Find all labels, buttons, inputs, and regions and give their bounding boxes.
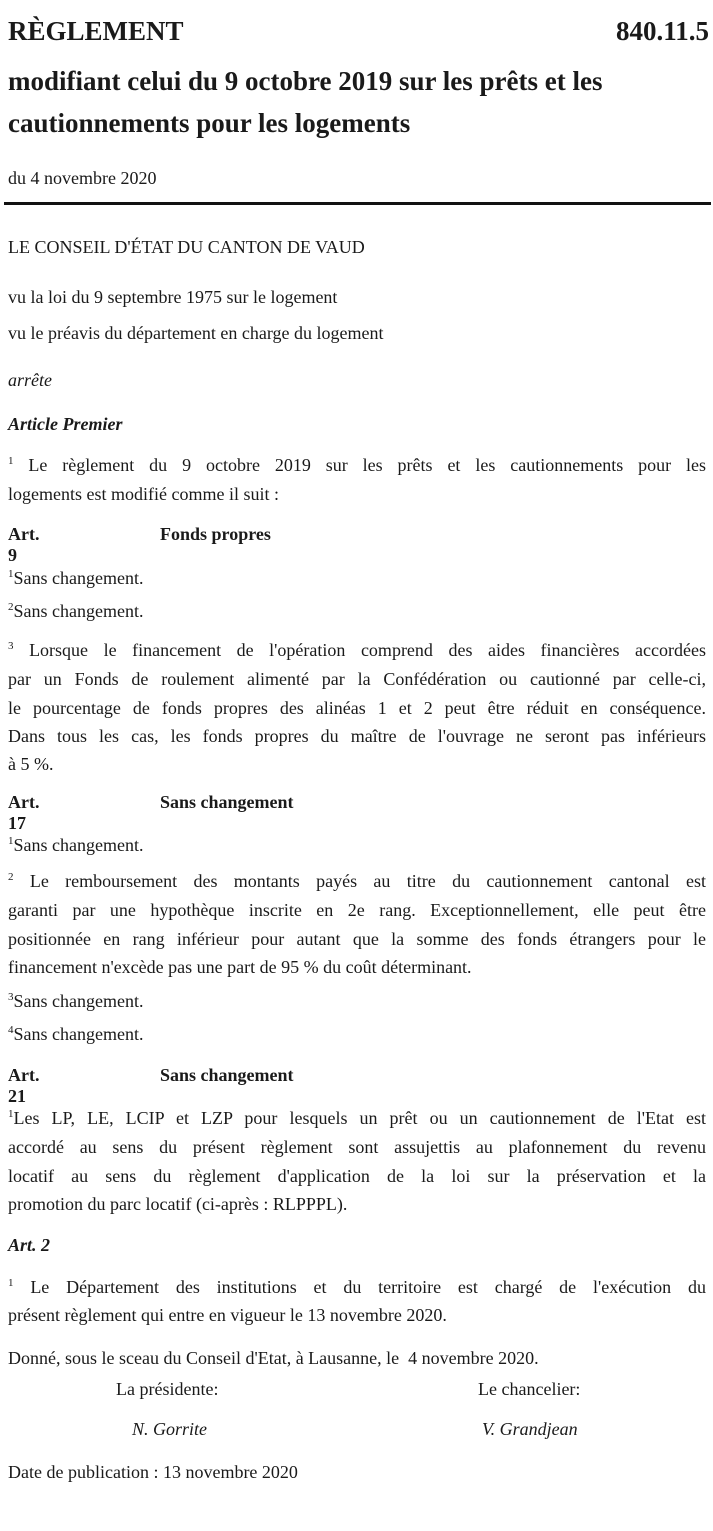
art-9-alinea-3-line-1 bbox=[8, 636, 706, 666]
art-9-title: Fonds propres bbox=[160, 524, 271, 544]
art-17-title: Sans changement bbox=[160, 792, 294, 812]
art-9-alinea-3-line-4: Dans tous les cas, les fonds propres du maître de l'ouvrage ne seront pas inférieurs bbox=[8, 726, 706, 746]
document-date: du 4 novembre 2020 bbox=[8, 168, 157, 188]
art-21-number: Art. 21 bbox=[8, 1065, 40, 1106]
alinea-text: Sans changement. bbox=[13, 1024, 144, 1044]
alinea-number: 3 bbox=[8, 640, 14, 652]
alinea-number: 1 bbox=[8, 455, 14, 467]
art-21-alinea-1-line-4: promotion du parc locatif (ci-après : RLPPPL). bbox=[8, 1194, 348, 1214]
document-header bbox=[8, 10, 709, 50]
alinea-number: 2 bbox=[8, 871, 14, 883]
alinea-text: Sans changement. bbox=[13, 835, 144, 855]
art-9-alinea-3-line-5: à 5 %. bbox=[8, 754, 54, 774]
article-premier-alinea-1-line-1 bbox=[8, 451, 706, 481]
header-divider bbox=[4, 202, 711, 205]
art-17-alinea-2-line-3: positionnée en rang inférieur pour autant que la somme des fonds étrangers pour le bbox=[8, 929, 706, 949]
alinea-text: Le Département des institutions et du territoire est chargé de l'exécution du bbox=[30, 1277, 706, 1297]
art-17-alinea-2-line-4: financement n'excède pas une part de 95 % du coût déterminant. bbox=[8, 957, 472, 977]
alinea-number: 1 bbox=[8, 835, 14, 847]
art-17-alinea-2-line-1 bbox=[8, 867, 706, 897]
art-17-alinea-4 bbox=[8, 1020, 706, 1050]
alinea-text: Les LP, LE, LCIP et LZP pour lesquels un prêt ou un cautionnement de l'Etat est bbox=[13, 1108, 706, 1128]
alinea-number: 1 bbox=[8, 568, 14, 580]
alinea-text: Sans changement. bbox=[13, 568, 144, 588]
article-premier-alinea-1-line-2: logements est modifié comme il suit : bbox=[8, 484, 279, 504]
art-2-alinea-1-line-1 bbox=[8, 1273, 706, 1303]
art-9-number: Art. 9 bbox=[8, 524, 40, 565]
president-signature: N. Gorrite bbox=[132, 1419, 208, 1439]
art-9-alinea-1 bbox=[8, 564, 706, 594]
art-21-title: Sans changement bbox=[160, 1065, 294, 1085]
authority: LE CONSEIL D'ÉTAT DU CANTON DE VAUD bbox=[8, 237, 365, 257]
donne-statement: Donné, sous le sceau du Conseil d'Etat, à Lausanne, le 4 novembre 2020. bbox=[8, 1348, 539, 1368]
art-2-heading: Art. 2 bbox=[8, 1235, 51, 1255]
alinea-number: 1 bbox=[8, 1108, 14, 1120]
document-title: modifiant celui du 9 octobre 2019 sur les prêts et les cautionnements pour les logements bbox=[8, 66, 603, 138]
alinea-text: Le règlement du 9 octobre 2019 sur les prêts et les cautionnements pour les bbox=[28, 455, 706, 475]
document-type: RÈGLEMENT bbox=[8, 16, 184, 46]
alinea-number: 1 bbox=[8, 1277, 14, 1289]
art-17-alinea-1 bbox=[8, 831, 706, 861]
chancellor-label: Le chancelier: bbox=[478, 1379, 581, 1399]
publication-date: Date de publication : 13 novembre 2020 bbox=[8, 1462, 298, 1482]
vu-loi: vu la loi du 9 septembre 1975 sur le logement bbox=[8, 287, 338, 307]
alinea-text: Le remboursement des montants payés au titre du cautionnement cantonal est bbox=[29, 871, 707, 891]
vu-preavis: vu le préavis du département en charge du logement bbox=[8, 323, 384, 343]
art-9-alinea-3-line-3: le pourcentage de fonds propres des alinéas 1 et 2 peut être réduit en conséquence. bbox=[8, 698, 706, 718]
art-17-alinea-2-line-2: garanti par une hypothèque inscrite en 2e rang. Exceptionnellement, elle peut être bbox=[8, 900, 706, 920]
art-9-alinea-3-line-2: par un Fonds de roulement alimenté par la Confédération ou cautionné par celle-ci, bbox=[8, 669, 706, 689]
alinea-text: Lorsque le financement de l'opération comprend des aides financières accordées bbox=[29, 640, 706, 660]
art-21-alinea-1-line-1 bbox=[8, 1104, 706, 1134]
alinea-number: 4 bbox=[8, 1024, 14, 1036]
alinea-number: 3 bbox=[8, 991, 14, 1003]
art-9-alinea-2 bbox=[8, 597, 706, 627]
chancellor-signature: V. Grandjean bbox=[482, 1419, 578, 1439]
alinea-text: Sans changement. bbox=[13, 601, 144, 621]
president-label: La présidente: bbox=[116, 1379, 219, 1399]
art-21-alinea-1-line-3: locatif au sens du règlement d'application de la loi sur la préservation et la bbox=[8, 1166, 706, 1186]
alinea-text: Sans changement. bbox=[13, 991, 144, 1011]
art-17-number: Art. 17 bbox=[8, 792, 40, 833]
alinea-number: 2 bbox=[8, 601, 14, 613]
document-number: 840.11.5 bbox=[615, 16, 709, 46]
article-premier-heading: Article Premier bbox=[8, 414, 123, 434]
art-21-alinea-1-line-2: accordé au sens du présent règlement sont assujettis au plafonnement du revenu bbox=[8, 1137, 706, 1157]
art-17-alinea-3 bbox=[8, 987, 706, 1017]
arrete: arrête bbox=[8, 370, 52, 390]
art-2-alinea-1-line-2: présent règlement qui entre en vigueur le 13 novembre 2020. bbox=[8, 1305, 447, 1325]
